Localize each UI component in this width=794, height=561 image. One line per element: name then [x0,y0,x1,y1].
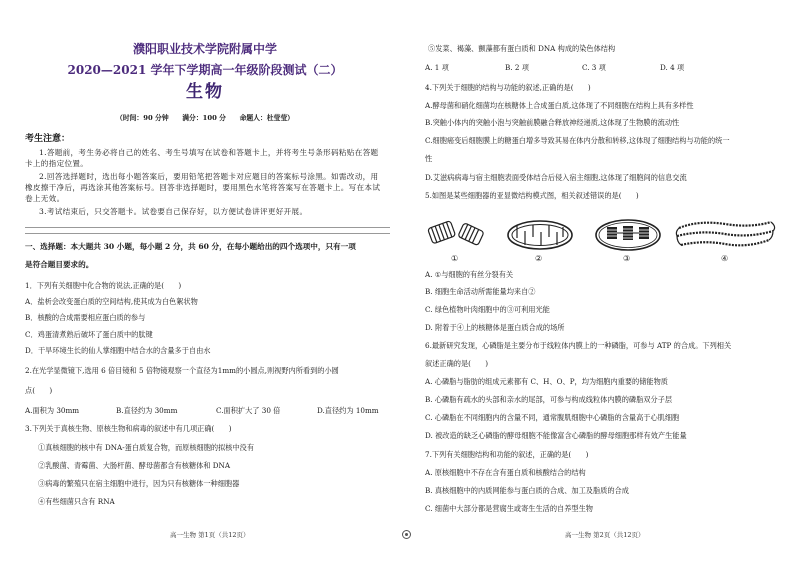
q1-option-d: D．干旱环境生长的仙人掌细胞中结合水的含量多于自由水 [25,346,211,355]
centriole-diagram [427,218,487,252]
q1-option-a: A．盐析会改变蛋白质的空间结构,使其成为白色絮状物 [25,297,198,306]
q3-stem: 3.下列关于真核生物、原核生物和病毒的叙述中有几项正确( ) [25,424,232,433]
q4-stem: 4.下列关于细胞的结构与功能的叙述,正确的是( ) [425,83,591,92]
binding-hole-icon [402,530,411,539]
notice-item-3: 3.考试结束后，只交答题卡。试卷要自己保存好，以方便试卷讲评更好开展。 [39,207,308,216]
subject-title: 生物 [186,82,224,102]
divider-top [25,227,390,228]
q2-option-b: B.直径约为 30mm [116,406,178,415]
q3-item-5: ⑤发菜、褐藻、颤藻都有蛋白质和 DNA 构成的染色体结构 [428,44,616,53]
q3-item-4: ④有些细菌只含有 RNA [38,497,115,506]
q5-option-c: C. 绿色植物叶肉细胞中的③可利用光能 [425,305,550,314]
q4-option-c-line2: 性 [425,154,433,163]
organelle-label-3: ③ [623,254,631,263]
q6-option-a: A. 心磷脂与脂肪的组成元素都有 C、H、O、P，均为细胞内重要的储能物质 [425,377,668,386]
q2-stem-line2: 点( ) [25,386,53,395]
q5-organelle-figure [425,218,780,262]
q2-stem-line1: 2.在光学显微镜下,选用 6 倍目镜和 5 倍物镜观察一个直径为1mm的小圆点,则视野内所看到的小圆 [25,366,339,375]
q6-option-d: D. 被改造的缺乏心磷脂的酵母细胞不能像富含心磷脂的酵母细胞那样有效产生能量 [425,431,687,440]
q3-item-1: ①真核细胞的核中有 DNA-蛋白质复合物，而原核细胞的拟核中没有 [38,443,255,452]
q4-option-d: D.艾滋病病毒与宿主细胞表面受体结合后侵入宿主细胞,这体现了细胞间的信息交流 [425,173,687,182]
q2-option-c: C.面积扩大了 30 倍 [216,406,281,415]
q4-option-a: A.酵母菌和硝化细菌均在核糖体上合成蛋白质,这体现了不同细胞在结构上具有多样性 [425,101,694,110]
q3-item-2: ②乳酸菌、青霉菌、大肠杆菌、酵母菌都含有核糖体和 DNA [38,461,231,470]
chloroplast-diagram [593,218,663,252]
exam-meta: （时间：90 分钟 满分：100 分 命题人：杜莹莹） [116,114,294,122]
notice-heading: 考生注意： [25,134,71,144]
q1-option-c: C．鸡蛋清煮熟后破坏了蛋白质中的肽键 [25,330,153,339]
q4-option-c-line1: C.细胞癌变后细胞膜上的糖蛋白增多导致其易在体内分散和转移,这体现了细胞结构与功能的统一 [425,136,730,145]
notice-item-2: 2.回答选择题时，选出每小题答案后，要用铅笔把答题卡对应题目的答案标号涂黑。如需改动，用橡皮擦干净后，再选涂其他答案标号。回答非选择题时，要用黑色水笔将答案写在答题卡上。写在本试卷上无效。 [25,172,381,203]
organelle-label-2: ② [535,254,543,263]
q5-option-d: D. 附着于④上的核糖体是蛋白质合成的场所 [425,323,565,332]
organelle-label-1: ① [451,254,459,263]
school-name: 濮阳职业技术学院附属中学 [132,42,277,56]
notice-item-1: 1.答题前，考生务必将自己的姓名、考生号填写在试卷和答题卡上，并将考生号条形码粘贴在答题卡上的指定位置。 [25,148,379,168]
q6-option-c: C. 心磷脂在不同细胞内的含量不同，通常腹肌细胞中心磷脂的含量高于心肌细胞 [425,413,680,422]
q3-option-b: B. 2 项 [505,63,529,72]
mitochondrion-diagram [505,218,575,252]
q7-option-c: C. 细菌中大部分都是营腐生或寄生生活的自养型生物 [425,504,593,513]
q3-option-d: D. 4 项 [660,63,685,72]
q7-option-a: A. 原核细胞中不存在含有蛋白质和核酸结合的结构 [425,468,586,477]
q7-option-b: B. 真核细胞中的内质网能参与蛋白质的合成、加工及脂质的合成 [425,486,629,495]
q2-option-d: D.直径约为 10mm [317,406,379,415]
q1-option-b: B．核酸的合成需要相应蛋白质的参与 [25,313,146,322]
q2-option-a: A.面积为 30mm [25,406,80,415]
q7-stem: 7.下列有关细胞结构和功能的叙述，正确的是( ) [425,450,589,459]
organelle-label-4: ④ [721,254,729,263]
section-heading-line1: 一、选择题：本大题共 30 小题，每小题 2 分，共 60 分，在每小题给出的四个选项中，只有一项 [25,242,356,251]
q5-option-b: B. 细胞生命活动所需能量均来自② [425,287,536,296]
q6-option-b: B. 心磷脂有疏水的头部和亲水的尾部，可参与构成线粒体内膜的磷脂双分子层 [425,395,673,404]
q3-option-c: C. 3 项 [582,63,606,72]
q6-stem-line2: 叙述正确的是( ) [425,359,489,368]
footer-left: 高一生物 第1页（共12页） [170,531,250,539]
footer-right: 高一生物 第2页（共12页） [565,531,645,539]
rough-er-diagram [673,218,777,254]
exam-title: 2020—2021 学年下学期高一年级阶段测试（二） [67,63,343,77]
section-heading-line2: 是符合题目要求的。 [25,260,94,269]
q3-item-3: ③病毒的繁殖只在宿主细胞中进行，因为只有核糖体一种细胞器 [38,479,240,488]
divider-bottom [25,233,390,234]
q5-option-a: A. ①与细胞的有丝分裂有关 [425,270,514,279]
q3-option-a: A. 1 项 [425,63,449,72]
q6-stem-line1: 6.最新研究发现，心磷脂是主要分布于线粒体内膜上的一种磷脂，可参与 ATP 的合成。下列相关 [425,341,732,350]
q1-stem: 1．下列有关细胞中化合物的说法,正确的是( ) [25,281,182,290]
q5-stem: 5.如图是某些细胞器的亚显微结构模式图，相关叙述错误的是( ) [425,191,639,200]
q4-option-b: B.突触小体内的突触小泡与突触前膜融合释放神经递质,这体现了生物膜的流动性 [425,118,680,127]
